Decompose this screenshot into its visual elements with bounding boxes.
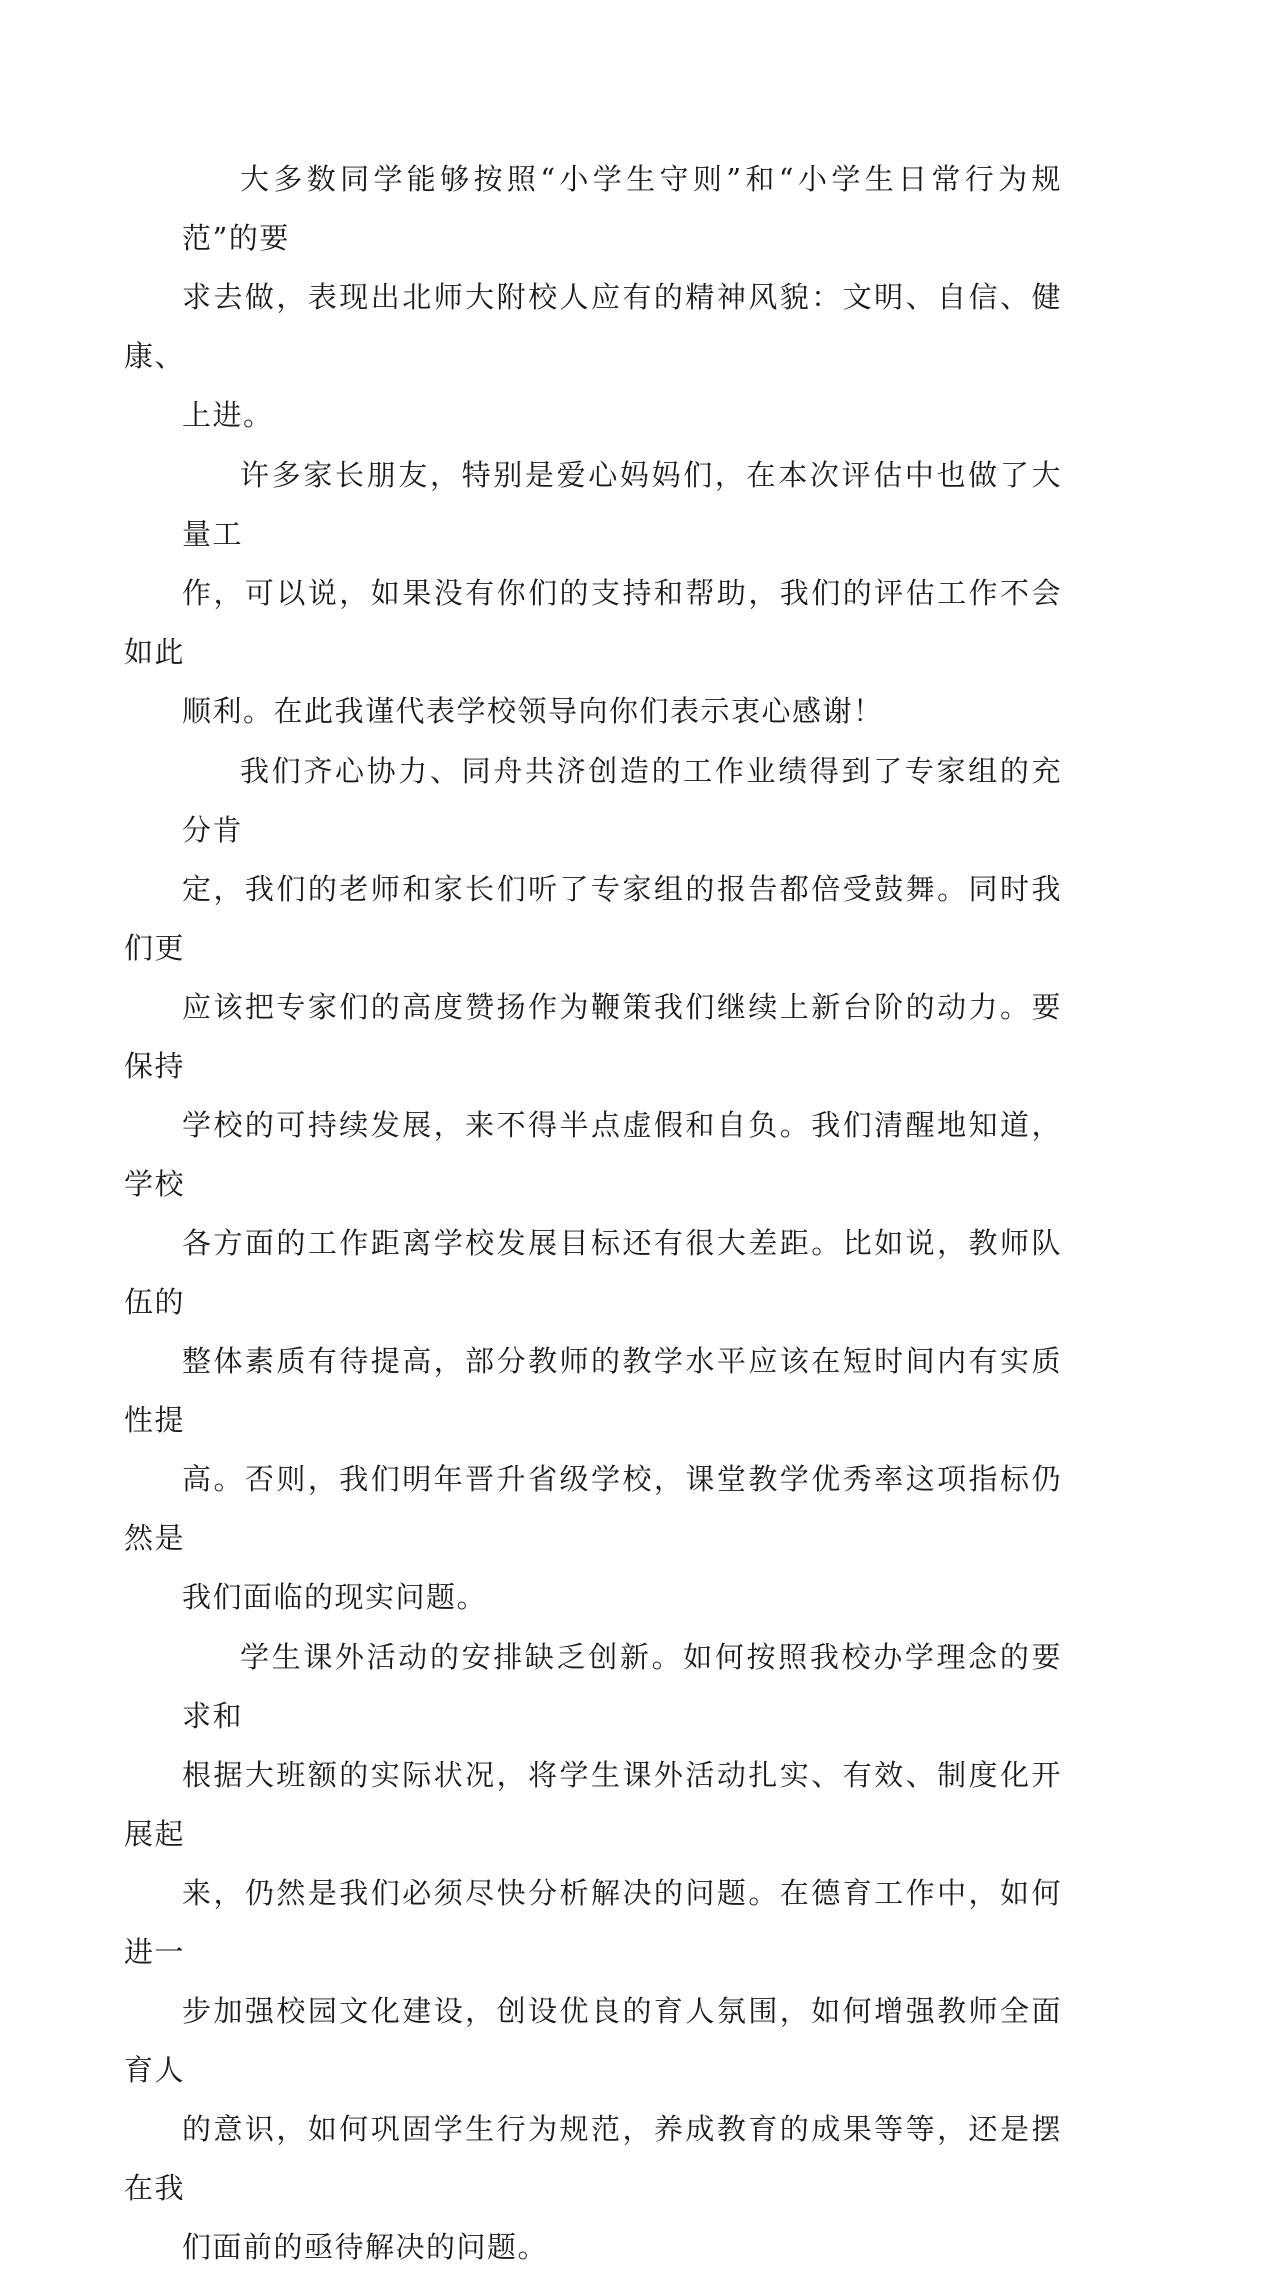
paragraph-parents-thanks xyxy=(124,446,1062,741)
text-line: 的意识，如何巩固学生行为规范，养成教育的成果等等，还是摆在我 xyxy=(124,2112,1062,2205)
text-line: 我们齐心协力、同舟共济创造的工作业绩得到了专家组的充分肯 xyxy=(182,754,1062,847)
paragraph-achievements-and-gaps xyxy=(124,742,1062,1627)
text-line: 大多数同学能够按照“小学生守则”和“小学生日常行为规范”的要 xyxy=(182,162,1062,255)
text-line: 们面前的亟待解决的问题。 xyxy=(182,2230,549,2264)
document-body xyxy=(124,150,1062,2277)
text-line: 顺利。在此我谨代表学校领导向你们表示衷心感谢！ xyxy=(182,694,884,728)
text-line: 步加强校园文化建设，创设优良的育人氛围，如何增强教师全面育人 xyxy=(124,1994,1062,2087)
text-line: 各方面的工作距离学校发展目标还有很大差距。比如说，教师队伍的 xyxy=(124,1226,1062,1319)
text-line: 应该把专家们的高度赞扬作为鞭策我们继续上新台阶的动力。要保持 xyxy=(124,990,1062,1083)
text-line: 求去做，表现出北师大附校人应有的精神风貌：文明、自信、健康、 xyxy=(124,280,1062,373)
text-line: 高。否则，我们明年晋升省级学校，课堂教学优秀率这项指标仍然是 xyxy=(124,1462,1062,1555)
paragraph-students-conduct xyxy=(124,150,1062,445)
text-line: 学校的可持续发展，来不得半点虚假和自负。我们清醒地知道，学校 xyxy=(124,1108,1062,1201)
text-line: 定，我们的老师和家长们听了专家组的报告都倍受鼓舞。同时我们更 xyxy=(124,872,1062,965)
text-line: 许多家长朋友，特别是爱心妈妈们，在本次评估中也做了大量工 xyxy=(182,458,1062,551)
text-line: 学生课外活动的安排缺乏创新。如何按照我校办学理念的要求和 xyxy=(182,1640,1062,1733)
text-line: 上进。 xyxy=(182,398,274,432)
text-line: 来，仍然是我们必须尽快分析解决的问题。在德育工作中，如何进一 xyxy=(124,1876,1062,1969)
text-line: 我们面临的现实问题。 xyxy=(182,1580,488,1614)
text-line: 根据大班额的实际状况，将学生课外活动扎实、有效、制度化开展起 xyxy=(124,1758,1062,1851)
text-line: 作，可以说，如果没有你们的支持和帮助，我们的评估工作不会如此 xyxy=(124,576,1062,669)
text-line: 整体素质有待提高，部分教师的教学水平应该在短时间内有实质性提 xyxy=(124,1344,1062,1437)
paragraph-extracurricular-issues xyxy=(124,1628,1062,2277)
